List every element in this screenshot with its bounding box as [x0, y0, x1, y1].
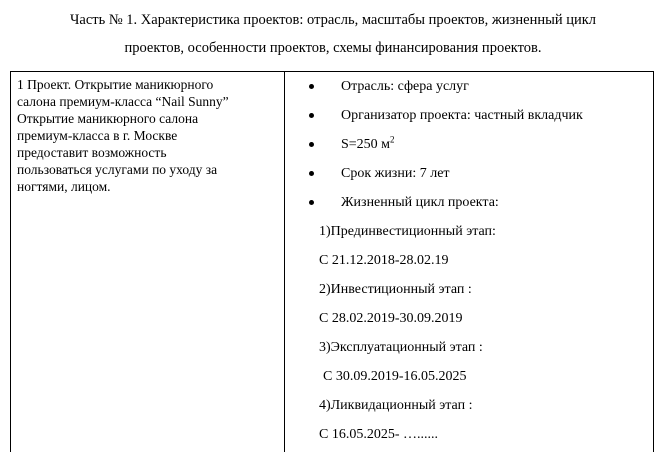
- area-text: S=250 м: [341, 137, 390, 152]
- stage-title: 4)Ликвидационный этап :: [285, 391, 653, 420]
- heading-line-1: Часть № 1. Характеристика проектов: отрасль, масштабы проектов, жизненный цикл: [0, 6, 666, 34]
- list-item: [285, 159, 653, 188]
- description-line: пользоваться услугами по уходу за: [17, 161, 278, 178]
- stage-dates: С 28.02.2019-30.09.2019: [285, 304, 653, 333]
- description-line: салона премиум-класса “Nail Sunny”: [17, 93, 278, 110]
- stage-title: 2)Инвестиционный этап :: [285, 275, 653, 304]
- lifecycle-title: Жизненный цикл проекта:: [341, 195, 499, 210]
- list-item: [285, 101, 653, 130]
- stage-title: 1)Прединвестиционный этап:: [285, 217, 653, 246]
- lifetime-text: Срок жизни: 7 лет: [341, 166, 450, 181]
- stage-title: 3)Эксплуатационный этап :: [285, 333, 653, 362]
- section-heading: [0, 6, 666, 62]
- description-line: премиум-класса в г. Москве: [17, 127, 278, 144]
- area-superscript: 2: [390, 134, 395, 144]
- bullet-icon: [309, 84, 314, 89]
- description-line: предоставит возможность: [17, 144, 278, 161]
- description-line: 1 Проект. Открытие маникюрного: [17, 76, 278, 93]
- heading-line-2: проектов, особенности проектов, схемы финансирования проектов.: [0, 34, 666, 62]
- organizer-text: Организатор проекта: частный вкладчик: [341, 108, 583, 123]
- stage-dates: С 30.09.2019-16.05.2025: [285, 362, 653, 391]
- bullet-icon: [309, 113, 314, 118]
- list-item: [285, 130, 653, 159]
- bullet-icon: [309, 171, 314, 176]
- stage-dates: С 21.12.2018-28.02.19: [285, 246, 653, 275]
- list-item: [285, 188, 653, 217]
- bullet-icon: [309, 142, 314, 147]
- project-characteristics-cell: [285, 72, 654, 452]
- lifecycle-stages: [285, 217, 653, 449]
- table-row: [11, 72, 654, 452]
- project-description: [11, 72, 284, 195]
- project-description-cell: [11, 72, 285, 452]
- characteristics-list: [285, 72, 653, 217]
- stage-dates: С 16.05.2025- …......: [285, 420, 653, 449]
- list-item: [285, 72, 653, 101]
- bullet-icon: [309, 200, 314, 205]
- description-line: Открытие маникюрного салона: [17, 110, 278, 127]
- industry-text: Отрасль: сфера услуг: [341, 79, 469, 94]
- projects-table: [10, 71, 654, 452]
- description-line: ногтями, лицом.: [17, 178, 278, 195]
